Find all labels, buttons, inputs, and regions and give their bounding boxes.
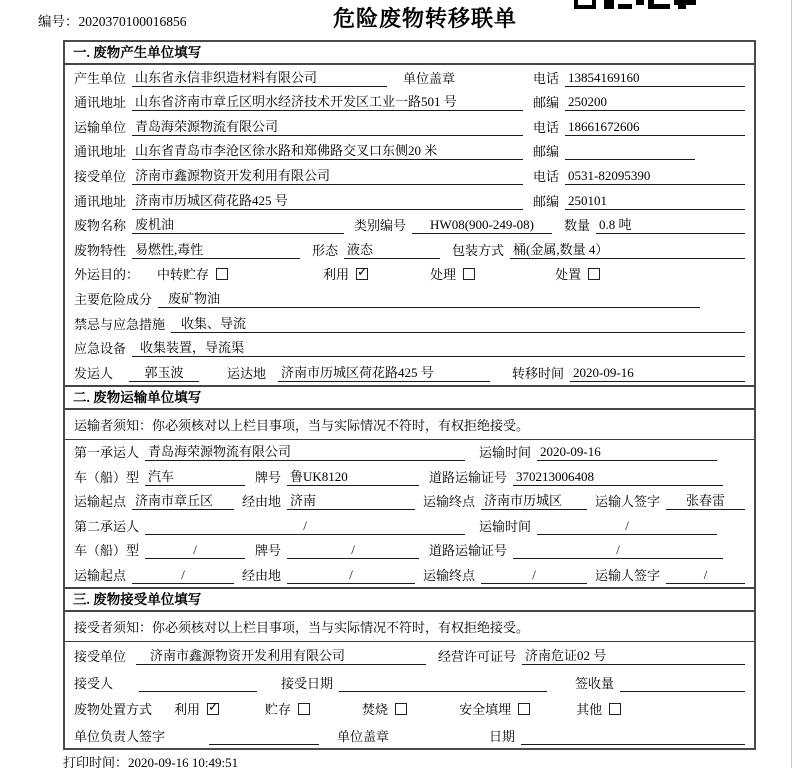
- vehicle2-label: 车（船）型: [74, 543, 140, 559]
- phone2-value: 18661672606: [565, 119, 745, 136]
- purpose-option-label: 中转贮存: [157, 267, 210, 283]
- row-carrier1: [65, 440, 754, 465]
- row-transport-unit: [65, 114, 754, 139]
- via1-value: 济南: [287, 490, 415, 510]
- property-label: 废物特性: [74, 242, 127, 258]
- purpose-option-label: 利用: [323, 267, 350, 283]
- disposal-option-use: [174, 699, 219, 718]
- carrier1-label: 第一承运人: [74, 445, 140, 461]
- end1-value: 济南市历城区: [481, 490, 587, 510]
- disposal-option-incinerate: [362, 699, 407, 718]
- disposal-option-other: [576, 699, 621, 718]
- manifest-form: [63, 40, 756, 750]
- print-time-value: 2020-09-16 10:49:51: [128, 755, 239, 768]
- phone1-group: [533, 68, 745, 87]
- origin2-value: /: [132, 567, 234, 584]
- purpose-option-dispose: [555, 264, 600, 283]
- origin2-label: 运输起点: [74, 567, 127, 583]
- sign2-value: /: [666, 567, 745, 584]
- produce-unit-label: 产生单位: [74, 70, 127, 86]
- zip1-label: 邮编: [533, 95, 560, 111]
- disposal-option-landfill: [459, 699, 530, 718]
- purpose-label: 外运目的：: [74, 267, 140, 283]
- row-vehicle1: [65, 464, 754, 489]
- vehicle1-label: 车（船）型: [74, 469, 140, 485]
- row-receive-unit3: [65, 642, 754, 669]
- packaging-label: 包装方式: [452, 242, 505, 258]
- receive-unit-label: 接受单位: [74, 168, 127, 184]
- section-receiver: [65, 587, 754, 748]
- head-sign-label: 单位负责人签字: [74, 728, 166, 744]
- time1-label: 运输时间: [479, 445, 532, 461]
- address1-label: 通讯地址: [74, 95, 127, 111]
- row-taboo: [65, 311, 754, 336]
- end2-label: 运输终点: [423, 567, 476, 583]
- form-label: 形态: [312, 242, 339, 258]
- row-carrier2: [65, 513, 754, 538]
- license2-value: /: [513, 542, 723, 559]
- vehicle1-value: 汽车: [145, 466, 245, 486]
- zip2-value: [565, 145, 695, 160]
- head-sign-value: [209, 730, 319, 745]
- row-route1: [65, 489, 754, 514]
- sign2-label: 运输人签字: [595, 567, 661, 583]
- checkbox-dispose: [588, 268, 600, 280]
- permit-value: 济南危证02 号: [522, 645, 745, 665]
- phone1-value: 13854169160: [565, 70, 745, 87]
- row-produce-address: [65, 90, 754, 115]
- time1-value: 2020-09-16: [537, 444, 717, 461]
- purpose-option-label: 处理: [430, 267, 457, 283]
- checkbox-transfer-storage: [216, 268, 228, 280]
- row-route2: [65, 562, 754, 587]
- received-qty-label: 签收量: [575, 675, 615, 691]
- checkbox-disposal-landfill: [518, 703, 530, 715]
- disposal-label: 废物处置方式: [74, 702, 153, 718]
- equipment-value: 收集装置，导流渠: [132, 337, 745, 357]
- property-value: 易燃性,毒性: [132, 239, 300, 259]
- qr-code-icon: [574, 0, 696, 10]
- transport-unit-value: 青岛海荣源物流有限公司: [132, 116, 523, 136]
- carrier2-value: /: [145, 518, 465, 535]
- row-head-sign: [65, 721, 754, 748]
- plate1-value: 鲁UK8120: [287, 466, 419, 486]
- received-qty-value: [620, 677, 745, 692]
- section2-header: 二. 废物运输单位填写: [65, 385, 754, 410]
- checkbox-disposal-use: [207, 703, 219, 715]
- zip3-label: 邮编: [533, 193, 560, 209]
- zip1-value: 250200: [565, 94, 745, 111]
- print-time-label: 打印时间：: [63, 755, 129, 768]
- date-label: 日期: [489, 728, 516, 744]
- row-shipper: [65, 360, 754, 385]
- zip2-label: 邮编: [533, 144, 560, 160]
- plate1-label: 牌号: [255, 469, 282, 485]
- row-vehicle2: [65, 538, 754, 563]
- sign1-label: 运输人签字: [595, 494, 661, 510]
- plate2-value: /: [287, 542, 419, 559]
- receiver-notice: 接受者须知：你必须核对以上栏目事项，当与实际情况不符时，有权拒绝接受。: [65, 612, 754, 642]
- receive-unit3-value: 济南市鑫源物资开发利用有限公司: [136, 645, 426, 665]
- zip3-value: 250101: [565, 193, 745, 210]
- hazard-value: 废矿物油: [158, 288, 700, 308]
- row-receiver-person: [65, 668, 754, 695]
- license1-label: 道路运输证号: [429, 469, 508, 485]
- page-title: 危险废物转移联单: [333, 6, 518, 31]
- checkbox-disposal-store: [298, 703, 310, 715]
- destination-label: 运达地: [227, 365, 267, 381]
- section-producer: [65, 42, 754, 385]
- checkbox-disposal-other: [609, 703, 621, 715]
- address2-value: 山东省青岛市李沧区徐水路和郑佛路交叉口东侧20 米: [132, 140, 523, 160]
- zip3-group: [533, 191, 745, 210]
- phone1-label: 电话: [533, 70, 560, 86]
- phone3-group: [533, 166, 745, 185]
- purpose-option-treat: [430, 264, 475, 283]
- doc-number-value: 2020370100016856: [78, 14, 187, 29]
- unit-seal-label: 单位盖章: [403, 70, 456, 86]
- address3-value: 济南市历城区荷花路425 号: [132, 190, 523, 210]
- address3-label: 通讯地址: [74, 193, 127, 209]
- license1-value: 370213006408: [513, 469, 723, 486]
- transport-unit-label: 运输单位: [74, 119, 127, 135]
- end2-value: /: [481, 567, 587, 584]
- section-transporter: [65, 385, 754, 587]
- sign1-value: 张春雷: [666, 490, 745, 510]
- waste-name-value: 废机油: [132, 214, 344, 234]
- phone2-group: [533, 117, 745, 136]
- shipper-value: 郭玉波: [129, 362, 199, 382]
- license2-label: 道路运输证号: [429, 543, 508, 559]
- disposal-option-store: [265, 699, 310, 718]
- scan-artifact-line: [791, 0, 792, 768]
- purpose-option-transfer: [157, 264, 228, 283]
- time2-label: 运输时间: [479, 518, 532, 534]
- taboo-label: 禁忌与应急措施: [74, 316, 166, 332]
- origin1-label: 运输起点: [74, 494, 127, 510]
- row-equipment: [65, 336, 754, 361]
- row-receive-address: [65, 188, 754, 213]
- permit-label: 经营许可证号: [438, 649, 517, 665]
- row-hazard: [65, 286, 754, 311]
- zip1-group: [533, 92, 745, 111]
- address1-value: 山东省济南市章丘区明水经济技术开发区工业一路501 号: [132, 91, 523, 111]
- receiver-label: 接受人: [74, 675, 114, 691]
- receive-unit-value: 济南市鑫源物资开发利用有限公司: [132, 165, 523, 185]
- row-receive-unit: [65, 163, 754, 188]
- row-purpose: [65, 262, 754, 287]
- row-waste-name: [65, 213, 754, 238]
- purpose-option-use: [323, 264, 368, 283]
- waste-name-label: 废物名称: [74, 218, 127, 234]
- via2-value: /: [287, 567, 415, 584]
- receive-date-value: [339, 677, 547, 692]
- destination-value: 济南市历城区荷花路425 号: [278, 362, 490, 382]
- phone2-label: 电话: [533, 119, 560, 135]
- transfer-time-label: 转移时间: [512, 365, 565, 381]
- taboo-value: 收集、导流: [171, 313, 745, 333]
- category-value: HW08(900-249-08): [412, 217, 552, 234]
- unit-seal3-label: 单位盖章: [337, 728, 390, 744]
- shipper-label: 发运人: [74, 365, 114, 381]
- disposal-option-label: 贮存: [265, 702, 292, 718]
- carrier2-label: 第二承运人: [74, 518, 140, 534]
- disposal-option-label: 其他: [576, 702, 603, 718]
- checkbox-disposal-incinerate: [395, 703, 407, 715]
- via1-label: 经由地: [242, 494, 282, 510]
- equipment-label: 应急设备: [74, 341, 127, 357]
- disposal-option-label: 安全填埋: [459, 702, 512, 718]
- doc-number: [38, 10, 187, 30]
- section1-header: 一. 废物产生单位填写: [65, 42, 754, 65]
- checkbox-use: [356, 268, 368, 280]
- quantity-label: 数量: [564, 218, 591, 234]
- section3-header: 三. 废物接受单位填写: [65, 587, 754, 612]
- receive-unit3-label: 接受单位: [74, 649, 127, 665]
- origin1-value: 济南市章丘区: [132, 490, 234, 510]
- carrier1-value: 青岛海荣源物流有限公司: [145, 441, 465, 461]
- category-label: 类别编号: [354, 218, 407, 234]
- phone3-value: 0531-82095390: [565, 168, 745, 185]
- address2-label: 通讯地址: [74, 144, 127, 160]
- row-produce-unit: [65, 65, 754, 90]
- quantity-value: 0.8 吨: [596, 214, 745, 234]
- end1-label: 运输终点: [423, 494, 476, 510]
- hazard-label: 主要危险成分: [74, 291, 153, 307]
- time2-value: /: [537, 518, 717, 535]
- transporter-notice: 运输者须知：你必须核对以上栏目事项，当与实际情况不符时，有权拒绝接受。: [65, 410, 754, 440]
- date-value: [521, 730, 745, 745]
- purpose-option-label: 处置: [555, 267, 582, 283]
- vehicle2-value: /: [145, 542, 245, 559]
- receive-date-label: 接受日期: [281, 675, 334, 691]
- produce-unit-value: 山东省永信非织造材料有限公司: [132, 67, 387, 87]
- row-disposal: [65, 695, 754, 722]
- row-waste-property: [65, 237, 754, 262]
- zip2-group: [533, 141, 745, 160]
- row-transport-address: [65, 139, 754, 164]
- checkbox-treat: [463, 268, 475, 280]
- receiver-value: [139, 677, 257, 692]
- disposal-option-label: 利用: [174, 702, 201, 718]
- disposal-option-label: 焚烧: [362, 702, 389, 718]
- form-value: 液态: [344, 239, 440, 259]
- print-time: [63, 752, 238, 768]
- doc-number-label: 编号：: [38, 14, 79, 29]
- packaging-value: 桶(金属,数量 4）: [510, 239, 745, 259]
- via2-label: 经由地: [242, 567, 282, 583]
- transfer-time-value: 2020-09-16: [570, 365, 745, 382]
- plate2-label: 牌号: [255, 543, 282, 559]
- phone3-label: 电话: [533, 168, 560, 184]
